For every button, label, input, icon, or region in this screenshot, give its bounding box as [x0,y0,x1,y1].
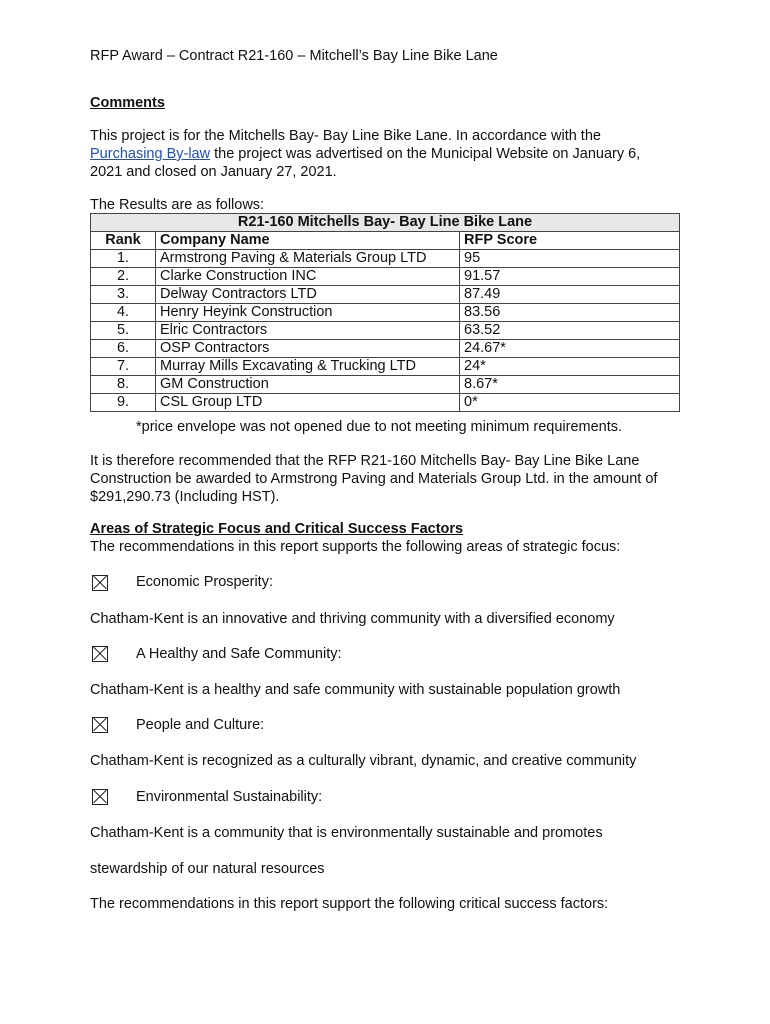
company-cell: Elric Contractors [156,322,460,340]
economic-prosperity-label: Economic Prosperity: [136,574,273,590]
score-cell: 91.57 [460,268,680,286]
comments-paragraph-line-2-text: the project was advertised on the Municipal Website on January 6, [210,146,641,162]
company-cell: Clarke Construction INC [156,268,460,286]
recommendation-line-3: $291,290.73 (Including HST). [90,489,280,505]
table-header-row [91,232,680,250]
score-cell: 0* [460,394,680,412]
critical-success-intro: The recommendations in this report support the following critical success factors: [90,896,609,912]
people-culture-label: People and Culture: [136,717,265,733]
table-row [91,250,680,268]
table-row [91,394,680,412]
score-cell: 8.67* [460,376,680,394]
table-row [91,304,680,322]
environmental-sustainability-continuation: stewardship of our natural resources [90,861,325,877]
company-cell: Murray Mills Excavating & Trucking LTD [156,358,460,376]
environmental-sustainability-label: Environmental Sustainability: [136,789,323,805]
table-row [91,268,680,286]
column-header-company: Company Name [156,232,460,250]
score-cell: 24* [460,358,680,376]
rank-cell: 7. [91,358,156,376]
strategic-focus-intro: The recommendations in this report supports the following areas of strategic focus: [90,539,621,555]
table-row [91,286,680,304]
economic-prosperity-description: Chatham-Kent is an innovative and thriving community with a diversified economy [90,611,615,627]
score-cell: 24.67* [460,340,680,358]
table-title: R21-160 Mitchells Bay- Bay Line Bike Lane [91,214,680,232]
results-table [90,213,680,412]
table-title-row [91,214,680,232]
purchasing-bylaw-link[interactable]: Purchasing By-law [90,146,211,162]
healthy-safe-community-checkbox[interactable] [92,646,108,662]
rank-cell: 8. [91,376,156,394]
comments-paragraph-line-3: 2021 and closed on January 27, 2021. [90,164,337,180]
comments-heading: Comments [90,95,165,111]
economic-prosperity-checkbox[interactable] [92,575,108,591]
rank-cell: 4. [91,304,156,322]
score-cell: 95 [460,250,680,268]
rank-cell: 1. [91,250,156,268]
score-cell: 63.52 [460,322,680,340]
healthy-safe-community-description: Chatham-Kent is a healthy and safe community with sustainable population growth [90,682,621,698]
company-cell: Henry Heyink Construction [156,304,460,322]
results-intro: The Results are as follows: [90,197,265,213]
table-row [91,322,680,340]
table-row [91,340,680,358]
page-title: RFP Award – Contract R21-160 – Mitchell’s Bay Line Bike Lane [90,48,498,64]
comments-paragraph-line-2 [90,145,640,163]
company-cell: OSP Contractors [156,340,460,358]
environmental-sustainability-description: Chatham-Kent is a community that is environmentally sustainable and promotes [90,825,603,841]
table-row [91,358,680,376]
people-culture-checkbox[interactable] [92,717,108,733]
rank-cell: 3. [91,286,156,304]
score-cell: 87.49 [460,286,680,304]
column-header-rank: Rank [91,232,156,250]
comments-paragraph-line-1: This project is for the Mitchells Bay- Bay Line Bike Lane. In accordance with the [90,128,601,144]
score-cell: 83.56 [460,304,680,322]
people-culture-description: Chatham-Kent is recognized as a culturally vibrant, dynamic, and creative community [90,753,637,769]
table-row [91,376,680,394]
strategic-focus-heading: Areas of Strategic Focus and Critical Success Factors [90,521,464,537]
company-cell: CSL Group LTD [156,394,460,412]
recommendation-line-2: Construction be awarded to Armstrong Paving and Materials Group Ltd. in the amount of [90,471,658,487]
company-cell: Armstrong Paving & Materials Group LTD [156,250,460,268]
rank-cell: 5. [91,322,156,340]
environmental-sustainability-checkbox[interactable] [92,789,108,805]
column-header-score: RFP Score [460,232,680,250]
recommendation-line-1: It is therefore recommended that the RFP R21-160 Mitchells Bay- Bay Line Bike Lane [90,453,640,469]
rank-cell: 9. [91,394,156,412]
rank-cell: 6. [91,340,156,358]
table-footnote: *price envelope was not opened due to not meeting minimum requirements. [136,419,623,435]
rank-cell: 2. [91,268,156,286]
company-cell: GM Construction [156,376,460,394]
company-cell: Delway Contractors LTD [156,286,460,304]
healthy-safe-community-label: A Healthy and Safe Community: [136,646,342,662]
